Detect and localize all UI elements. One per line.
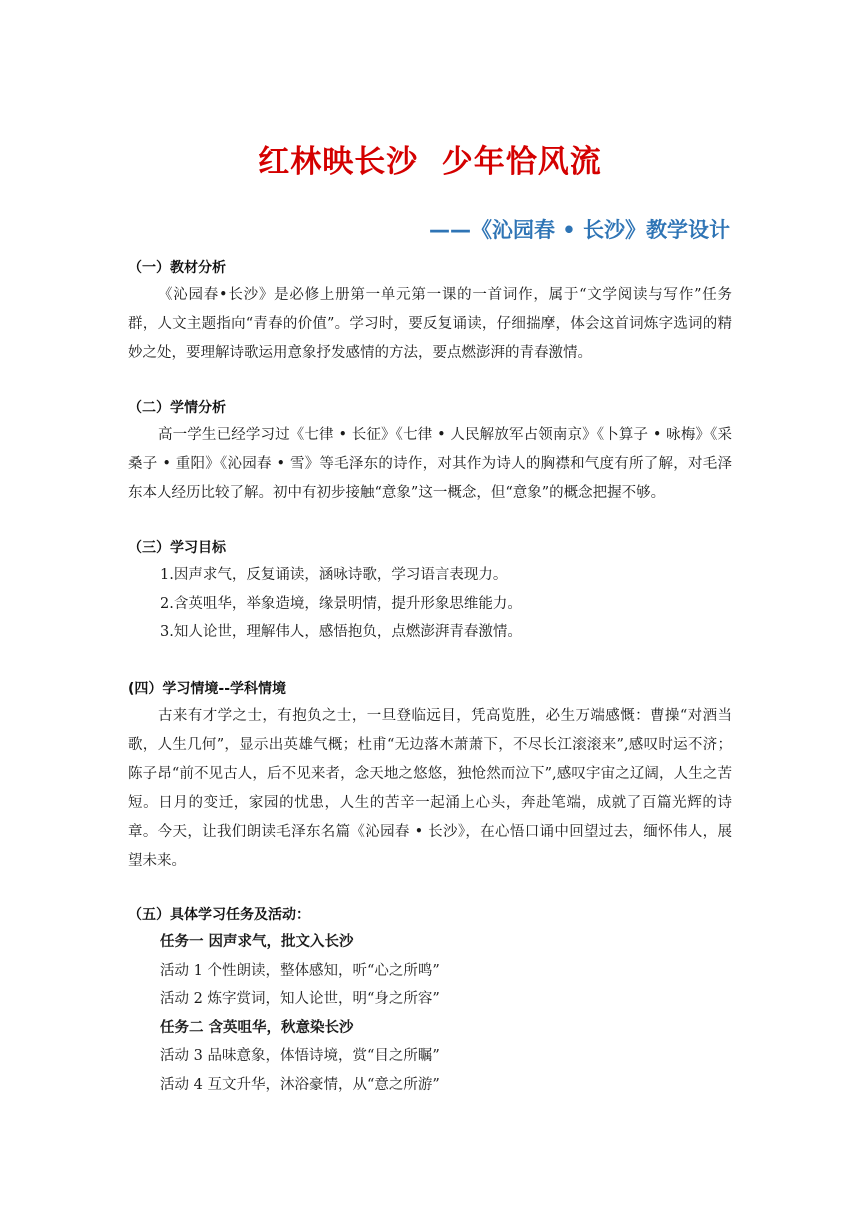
section-heading: （一）教材分析 [128, 260, 226, 276]
task-heading: 任务二 含英咀华，秋意染长沙 [160, 1019, 354, 1036]
section-paragraph: 古来有才学之士，有抱负之士，一旦登临远目，凭高览胜，必生万端感慨：曹操“对酒当歌，人生几何”，显示出英雄气概；杜甫“无边落木萧萧下，不尽长江滚滚来”,感叹时运不济；陈子昂“前不见古人，后不见来者，念天地之悠悠，独怆然而泣下”,感叹宇宙之辽阔，人生之苦短。日月的变迁，家园的忧患，人生的苦辛一起涌上心头，奔赴笔端，成就了百篇光辉的诗章。今天，让我们朗读毛泽东名篇《沁园春 • 长沙》，在心悟口诵中回望过去，缅怀伟人，展望未来。 [128, 708, 732, 869]
goal-item: 2.含英咀华，举象造境，缘景明情，提升形象思维能力。 [160, 595, 522, 612]
section-learning-goals [128, 537, 732, 647]
section-heading: （五）具体学习任务及活动： [128, 907, 310, 923]
activity-item: 活动 1 个性朗读，整体感知，听“心之所鸣” [160, 962, 440, 979]
task-heading: 任务一 因声求气，批文入长沙 [160, 934, 354, 950]
goal-item: 1.因声求气，反复诵读，涵咏诗歌，学习语言表现力。 [160, 567, 508, 583]
section-heading: （三）学习目标 [128, 540, 226, 556]
section-heading: (四）学习情境--学科情境 [128, 681, 287, 697]
section-learning-context [128, 678, 732, 876]
activity-item: 活动 3 品味意象，体悟诗境，赏“目之所瞩” [160, 1048, 440, 1064]
activity-item: 活动 4 互文升华，沐浴豪情，从“意之所游” [160, 1076, 440, 1093]
activity-item: 活动 2 炼字赏词，知人论世，明“身之所容” [160, 991, 440, 1007]
section-textbook-analysis [128, 257, 732, 368]
section-learner-analysis [128, 397, 732, 508]
goal-item: 3.知人论世，理解伟人，感悟抱负，点燃澎湃青春激情。 [160, 624, 522, 640]
document-title: 红林映长沙 少年恰风流 [258, 144, 602, 180]
document-subtitle: ——《沁园春 • 长沙》教学设计 [428, 218, 730, 242]
section-heading: （二）学情分析 [128, 400, 226, 416]
section-paragraph: 《沁园春•长沙》是必修上册第一单元第一课的一首词作，属于“文学阅读与写作”任务群，人文主题指向“青春的价值”。学习时，要反复诵读，仔细揣摩，体会这首词炼字选词的精妙之处，要理解诗歌运用意象抒发感情的方法，要点燃澎湃的青春激情。 [128, 287, 732, 361]
section-tasks-activities [128, 904, 732, 1099]
section-paragraph: 高一学生已经学习过《七律 • 长征》《七律 • 人民解放军占领南京》《卜算子 • 咏梅》《采桑子 • 重阳》《沁园春 • 雪》等毛泽东的诗作，对其作为诗人的胸襟和气度有所了解，对毛泽东本人经历比较了解。初中有初步接触“意象”这一概念，但“意象”的概念把握不够。 [128, 427, 732, 501]
